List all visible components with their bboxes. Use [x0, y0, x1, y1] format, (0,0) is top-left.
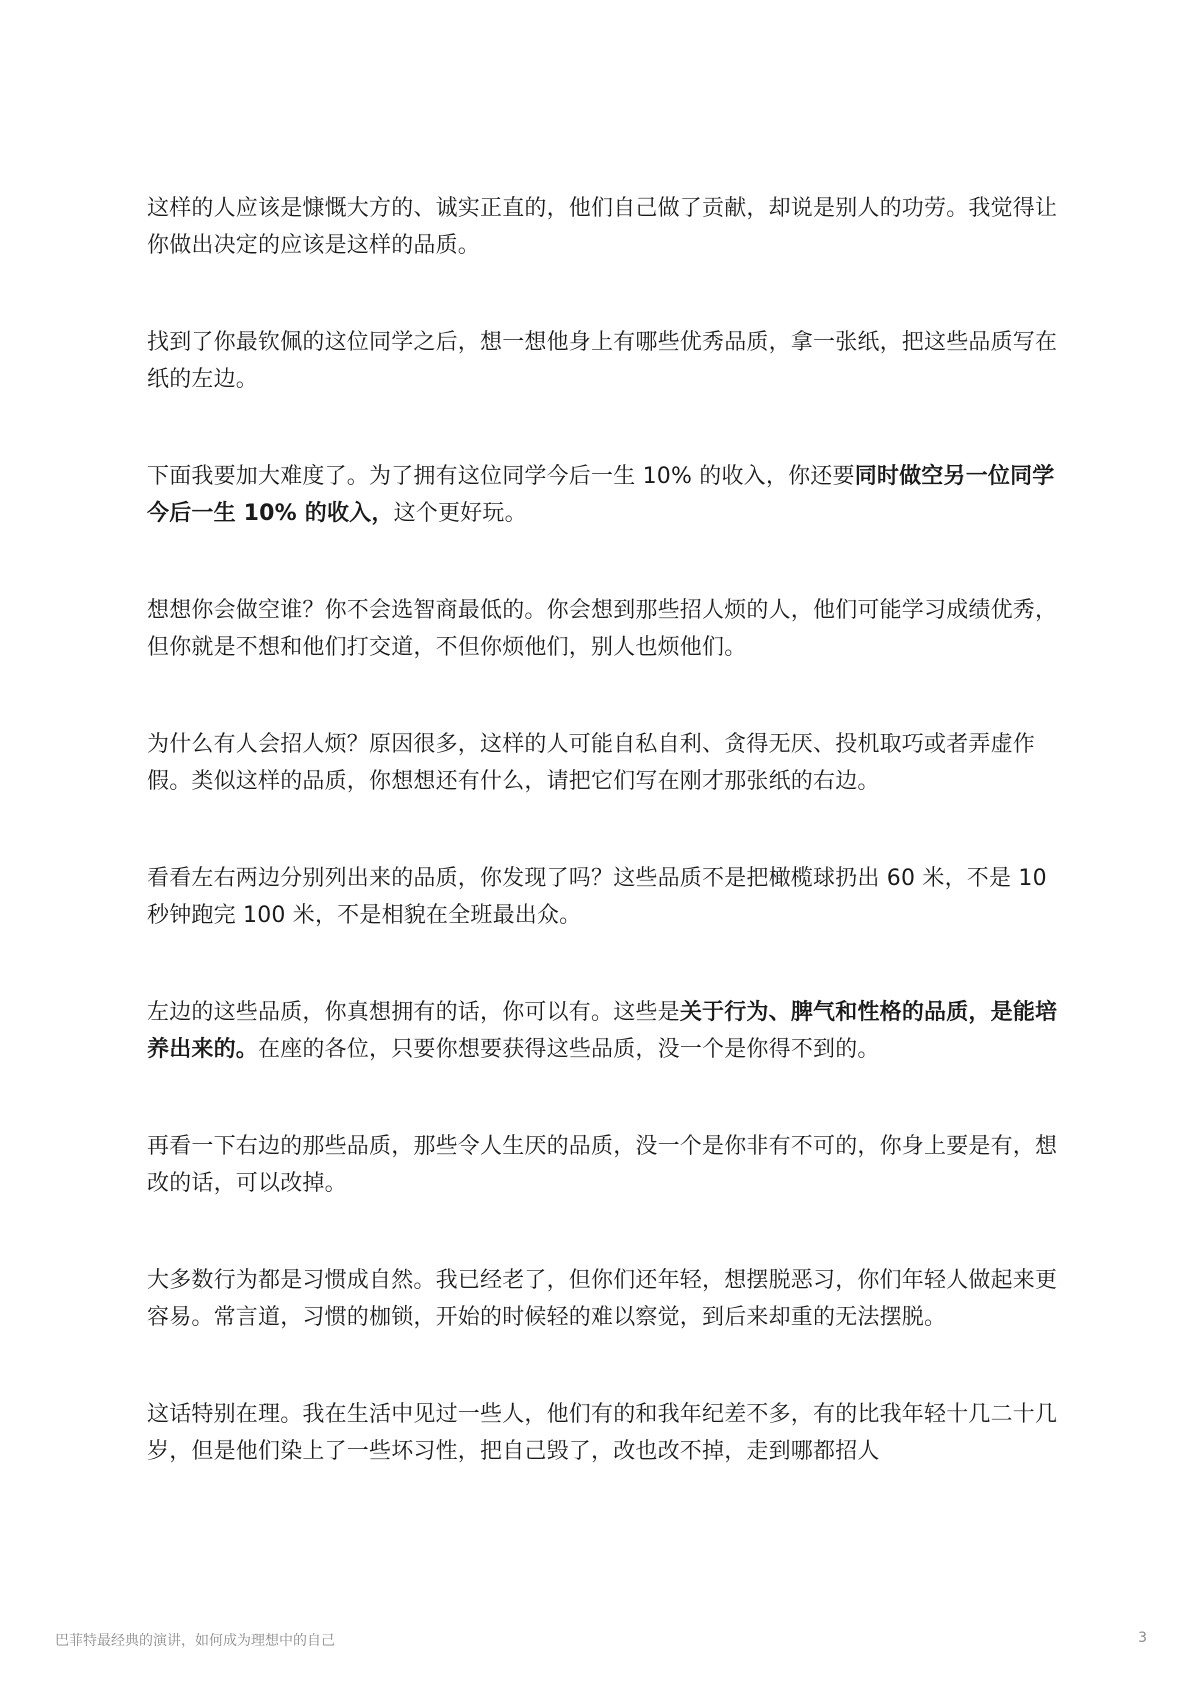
paragraph-8-text: 再看一下右边的那些品质，那些令人生厌的品质，没一个是你非有不可的，你身上要是有，想改的话，可以改掉。 — [147, 1134, 1058, 1196]
paragraph-7-bold-text: 关于行为、脾气和性格的品质，是能培养出来的。 — [147, 1000, 1058, 1062]
paragraph-10 — [147, 1396, 1067, 1470]
paragraph-8 — [147, 1128, 1067, 1202]
page-footer — [0, 1630, 1200, 1654]
paragraph-1-text: 这样的人应该是慷慨大方的、诚实正直的，他们自己做了贡献，却说是别人的功劳。我觉得让你做出决定的应该是这样的品质。 — [147, 196, 1058, 258]
paragraph-5-text: 为什么有人会招人烦？原因很多，这样的人可能自私自利、贪得无厌、投机取巧或者弄虚作假。类似这样的品质，你想想还有什么，请把它们写在刚才那张纸的右边。 — [147, 732, 1036, 794]
paragraph-6-text: 看看左右两边分别列出来的品质，你发现了吗？这些品质不是把橄榄球扔出 60 米，不是 10 秒钟跑完 100 米，不是相貌在全班最出众。 — [147, 866, 1047, 928]
paragraph-4-text: 想想你会做空谁？你不会选智商最低的。你会想到那些招人烦的人，他们可能学习成绩优秀，但你就是不想和他们打交道，不但你烦他们，别人也烦他们。 — [147, 598, 1058, 660]
page-number: 3 — [1138, 1630, 1147, 1646]
paragraph-7-text-b: 在座的各位，只要你想要获得这些品质，没一个是你得不到的。 — [258, 1037, 880, 1062]
paragraph-10-text: 这话特别在理。我在生活中见过一些人，他们有的和我年纪差不多，有的比我年轻十几二十几岁，但是他们染上了一些坏习性，把自己毁了，改也改不掉，走到哪都招人 — [147, 1402, 1058, 1464]
document-body — [147, 190, 1067, 1530]
paragraph-2-text: 找到了你最钦佩的这位同学之后，想一想他身上有哪些优秀品质，拿一张纸，把这些品质写在纸的左边。 — [147, 330, 1058, 392]
paragraph-2 — [147, 324, 1067, 398]
paragraph-7-text-a: 左边的这些品质，你真想拥有的话，你可以有。这些是 — [147, 1000, 680, 1025]
paragraph-1 — [147, 190, 1067, 264]
paragraph-3 — [147, 458, 1067, 532]
paragraph-4 — [147, 592, 1067, 666]
footer-title: 巴菲特最经典的演讲，如何成为理想中的自己 — [55, 1633, 335, 1649]
paragraph-3-bold-text: 同时做空另一位同学今后一生 10% 的收入， — [147, 464, 1055, 526]
paragraph-5 — [147, 726, 1067, 800]
paragraph-3-text-b: 这个更好玩。 — [393, 501, 527, 526]
paragraph-9 — [147, 1262, 1067, 1336]
paragraph-9-text: 大多数行为都是习惯成自然。我已经老了，但你们还年轻，想摆脱恶习，你们年轻人做起来更容易。常言道，习惯的枷锁，开始的时候轻的难以察觉，到后来却重的无法摆脱。 — [147, 1268, 1058, 1330]
paragraph-3-text-a: 下面我要加大难度了。为了拥有这位同学今后一生 10% 的收入，你还要 — [147, 464, 855, 489]
paragraph-6 — [147, 860, 1067, 934]
paragraph-7 — [147, 994, 1067, 1068]
